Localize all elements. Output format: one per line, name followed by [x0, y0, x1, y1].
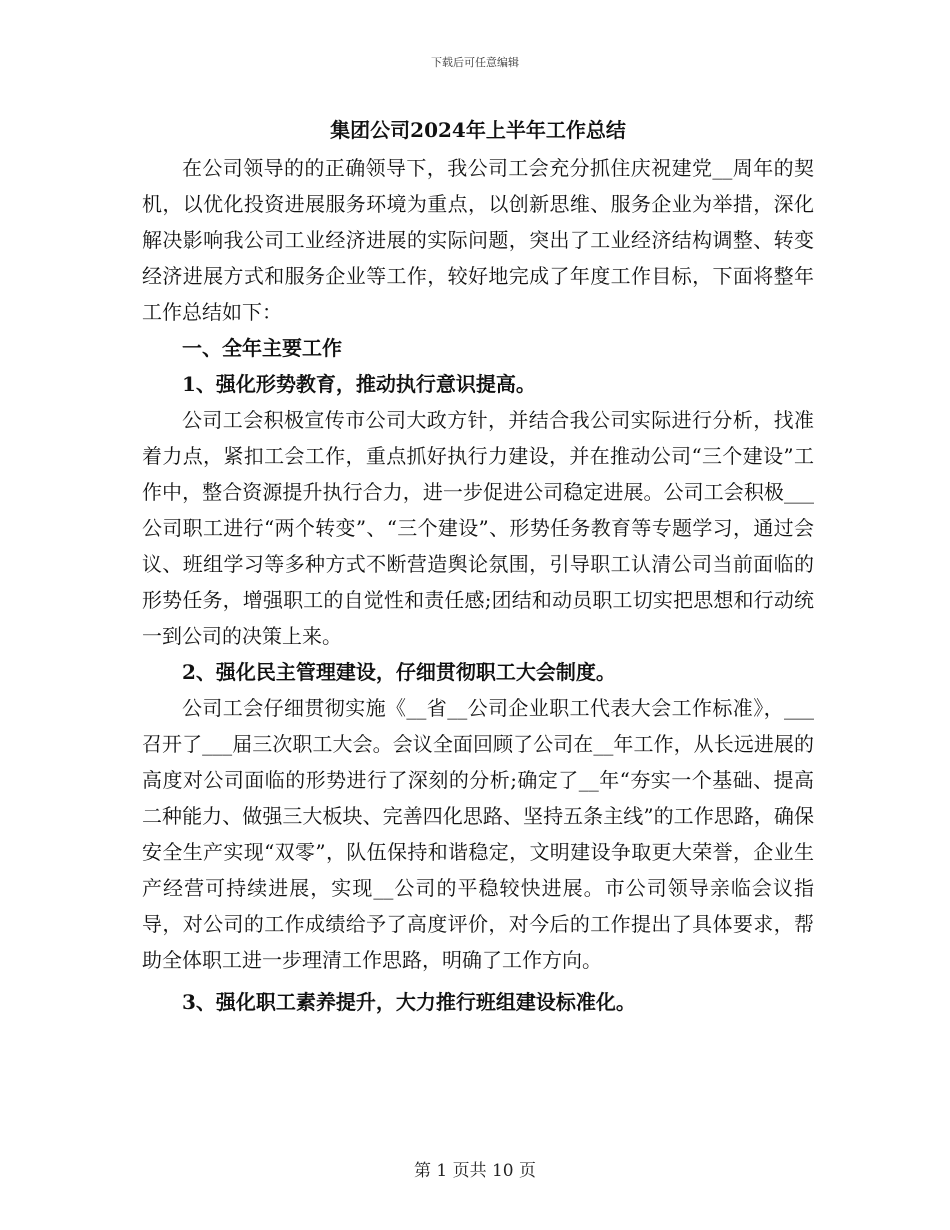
- document-title: 集团公司2024年上半年工作总结: [330, 118, 626, 142]
- page-number: 第 1 页共 10 页: [413, 1161, 537, 1181]
- intro-paragraph: 在公司领导的的正确领导下，我公司工会充分抓住庆祝建党__周年的契机，以优化投资进展服务环境为重点，以创新思维、服务企业为举措，深化解决影响我公司工业经济进展的实际问题，突出了工业经济结构调整、转变经济进展方式和服务企业等工作，较好地完成了年度工作目标，下面将整年工作总结如下：: [142, 156, 814, 324]
- section-heading: 一、全年主要工作: [182, 336, 342, 360]
- item1-paragraph: 公司工会积极宣传市公司大政方针，并结合我公司实际进行分析，找准着力点，紧扣工会工作，重点抓好执行力建设，并在推动公司“三个建设”工作中，整合资源提升执行合力，进一步促进公司稳定进展。公司工会积极___公司职工进行“两个转变”、“三个建设”、形势任务教育等专题学习，通过会议、班组学习等多种方式不断营造舆论氛围，引导职工认清公司当前面临的形势任务，增强职工的自觉性和责任感;团结和动员职工切实把思想和行动统一到公司的决策上来。: [142, 408, 814, 648]
- header-note: 下载后可任意编辑: [431, 56, 519, 69]
- item2-paragraph: 公司工会仔细贯彻实施《__省__公司企业职工代表大会工作标准》，___召开了___届三次职工大会。会议全面回顾了公司在__年工作，从长远进展的高度对公司面临的形势进行了深刻的分析;确定了__年“夯实一个基础、提高二种能力、做强三大板块、完善四化思路、坚持五条主线”的工作思路，确保安全生产实现“双零”，队伍保持和谐稳定，文明建设争取更大荣誉，企业生产经营可持续进展，实现__公司的平稳较快进展。市公司领导亲临会议指导，对公司的工作成绩给予了高度评价，对今后的工作提出了具体要求，帮助全体职工进一步理清工作思路，明确了工作方向。: [142, 696, 814, 972]
- item2-heading: 2、强化民主管理建设，仔细贯彻职工大会制度。: [182, 660, 616, 684]
- item1-heading: 1、强化形势教育，推动执行意识提高。: [182, 372, 536, 396]
- item3-heading: 3、强化职工素养提升，大力推行班组建设标准化。: [182, 990, 636, 1014]
- document-body: [142, 112, 814, 1020]
